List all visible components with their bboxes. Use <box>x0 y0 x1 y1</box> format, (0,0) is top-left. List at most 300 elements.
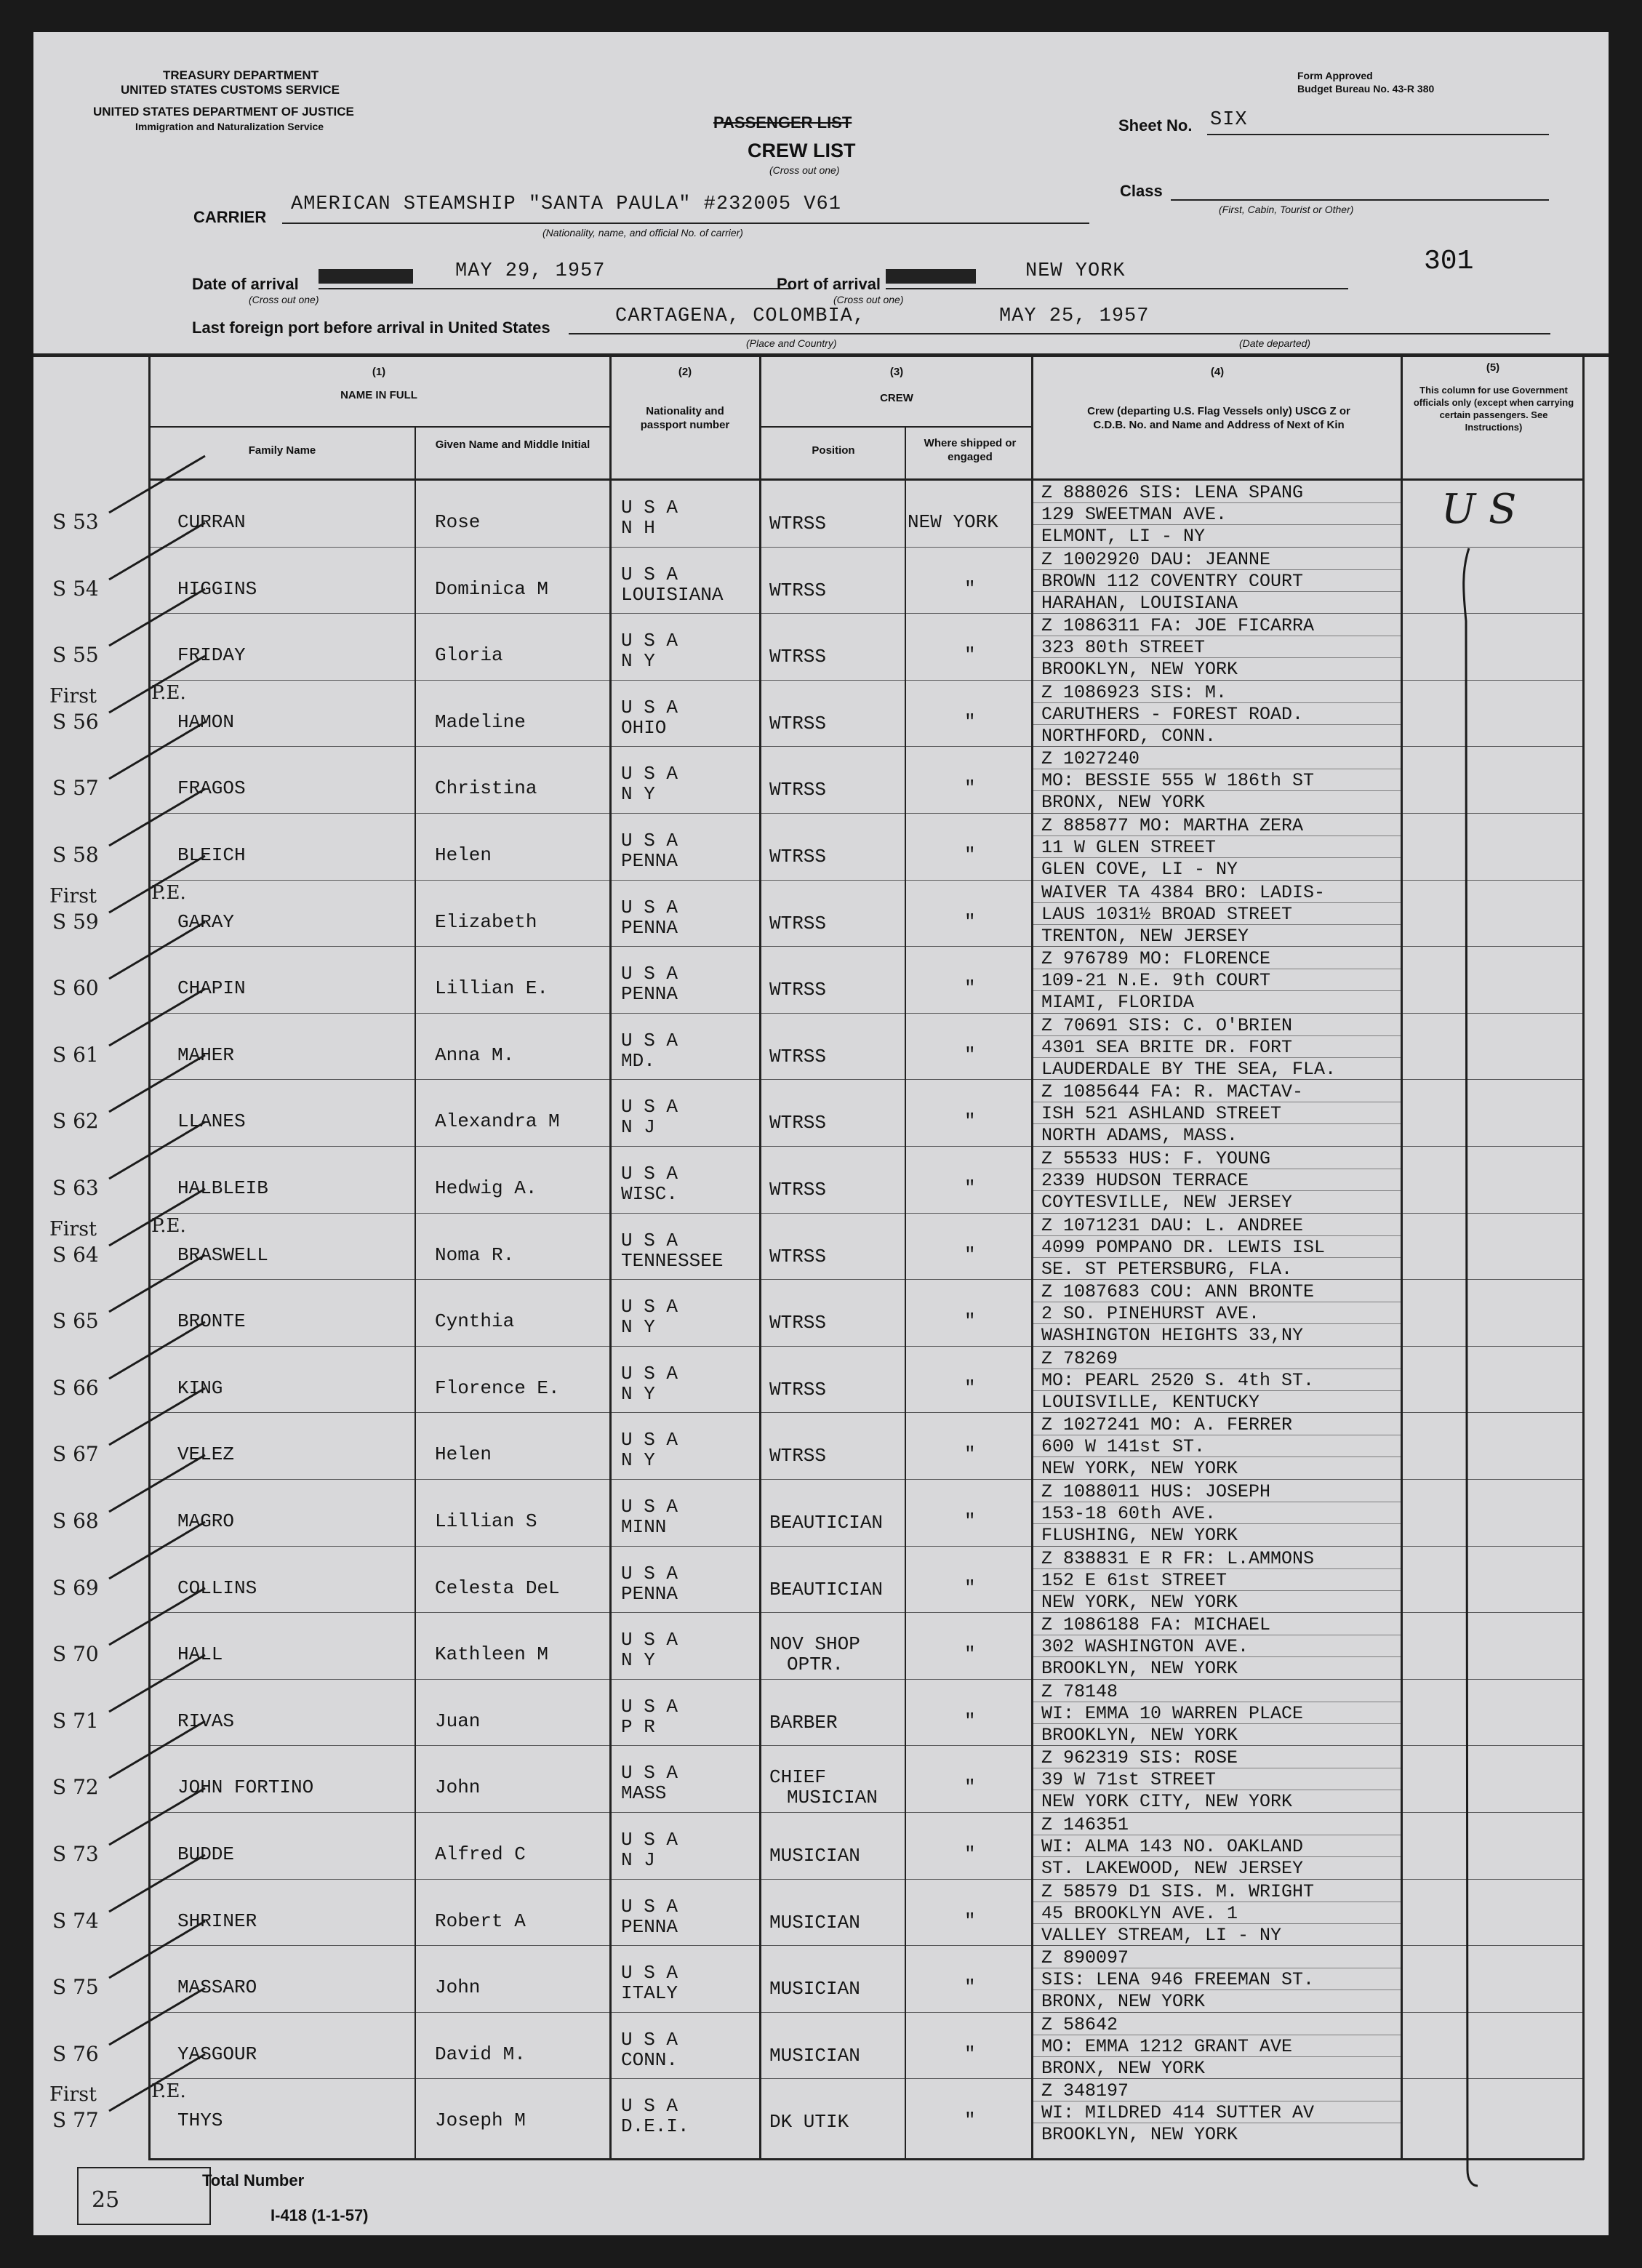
position: BEAUTICIAN <box>769 1578 884 1600</box>
tick-mark <box>103 1851 212 1916</box>
position: MUSICIAN <box>769 2044 860 2067</box>
passport-state: TENNESSEE <box>621 1249 724 1272</box>
agency-justice: UNITED STATES DEPARTMENT OF JUSTICE <box>93 105 354 119</box>
nationality: U S A <box>621 696 678 718</box>
kin-line: GLEN COVE, LI - NY <box>1041 859 1238 880</box>
title-crew-list: CREW LIST <box>748 140 856 161</box>
last-port-date: MAY 25, 1957 <box>999 305 1150 327</box>
row-number: S 65 <box>52 1309 99 1334</box>
nationality: U S A <box>621 1895 678 1918</box>
row-number: S 67 <box>52 1442 99 1467</box>
kin-line: Z 1085644 FA: R. MACTAV- <box>1041 1081 1304 1103</box>
family-name: BRASWELL <box>177 1243 268 1266</box>
family-name: CURRAN <box>177 511 246 533</box>
position: BARBER <box>769 1711 838 1734</box>
row-number: S 60 <box>52 976 99 1001</box>
passport-state: N Y <box>621 1449 655 1472</box>
title-note: (Cross out one) <box>769 164 840 176</box>
kin-line: Z 1002920 DAU: JEANNE <box>1041 548 1271 570</box>
passport-state: N Y <box>621 1649 655 1672</box>
nationality: U S A <box>621 1496 678 1518</box>
nationality: U S A <box>621 1296 678 1318</box>
family-name: FRAGOS <box>177 777 246 800</box>
family-name: BLEICH <box>177 844 246 866</box>
family-name: FRIDAY <box>177 644 246 667</box>
given-name: John <box>435 1976 481 1999</box>
passport-state: N Y <box>621 1316 655 1339</box>
kin-line: BROOKLYN, NEW YORK <box>1041 659 1238 681</box>
kin-line: 11 W GLEN STREET <box>1041 837 1217 858</box>
position-line2: OPTR. <box>787 1654 844 1676</box>
kin-line: NORTHFORD, CONN. <box>1041 725 1217 747</box>
col5-title: This column for use Government officials only (except when carrying certain passengers. See Instructions) <box>1413 385 1574 433</box>
where-shipped: " <box>964 1910 976 1932</box>
col-given-name: Given Name and Middle Initial <box>435 438 590 451</box>
kin-line: LAUDERDALE BY THE SEA, FLA. <box>1041 1058 1337 1080</box>
given-name: Lillian S <box>435 1510 537 1532</box>
row-number: S 63 <box>52 1176 99 1200</box>
position: WTRSS <box>769 846 827 867</box>
tick-mark <box>103 1118 212 1183</box>
kin-line: 45 BROOKLYN AVE. 1 <box>1041 1902 1238 1924</box>
kin-line: BROOKLYN, NEW YORK <box>1041 2124 1238 2146</box>
position: WTRSS <box>769 646 827 668</box>
kin-line: MO: BESSIE 555 W 186th ST <box>1041 770 1315 792</box>
family-name: MAHER <box>177 1043 235 1066</box>
kin-line: 153-18 60th AVE. <box>1041 1503 1217 1524</box>
kin-line: SE. ST PETERSBURG, FLA. <box>1041 1258 1293 1280</box>
kin-line: Z 976789 MO: FLORENCE <box>1041 948 1271 970</box>
position: WTRSS <box>769 1312 827 1334</box>
row-number: S 66 <box>52 1375 99 1400</box>
where-shipped: " <box>964 1377 976 1399</box>
where-shipped: " <box>964 2043 976 2065</box>
passport-state: MD. <box>621 1049 655 1072</box>
col2-title: Nationality and passport number <box>640 405 730 431</box>
passport-state: D.E.I. <box>621 2115 689 2138</box>
position-line1: CHIEF <box>769 1766 827 1789</box>
col-position: Position <box>812 444 855 457</box>
official-check-line <box>1459 541 1502 2192</box>
nationality: U S A <box>621 896 678 918</box>
tick-mark <box>103 1984 212 2049</box>
passport-state: MINN <box>621 1516 667 1538</box>
position: WTRSS <box>769 579 827 601</box>
passport-state: PENNA <box>621 916 678 939</box>
passport-state: P R <box>621 1715 655 1738</box>
where-shipped: " <box>964 777 976 800</box>
kin-line: Z 146351 <box>1041 1814 1129 1835</box>
kin-line: Z 885877 MO: MARTHA ZERA <box>1041 815 1304 836</box>
kin-line: 129 SWEETMAN AVE. <box>1041 504 1228 525</box>
given-name: Rose <box>435 511 481 533</box>
family-name: SHRINER <box>177 1910 257 1932</box>
agency-ins: Immigration and Naturalization Service <box>135 121 324 132</box>
passport-state: PENNA <box>621 983 678 1006</box>
form-number: I-418 (1-1-57) <box>271 2206 369 2224</box>
nationality: U S A <box>621 963 678 985</box>
pe-mark: P.E. <box>151 1214 186 1237</box>
kin-line: 600 W 141st ST. <box>1041 1436 1206 1458</box>
passport-state: CONN. <box>621 2048 678 2071</box>
where-shipped: " <box>964 1776 976 1799</box>
kin-line: CARUTHERS - FOREST ROAD. <box>1041 703 1304 725</box>
kin-line: Z 1071231 DAU: L. ANDREE <box>1041 1214 1304 1236</box>
col1-num: (1) <box>372 366 386 378</box>
class-label: Class <box>1120 182 1163 200</box>
where-shipped: " <box>964 1843 976 1865</box>
row-number: S 77 <box>52 2108 99 2133</box>
crossed-out-departure-port <box>886 269 976 284</box>
family-name: YASGOUR <box>177 2043 257 2065</box>
family-name: BUDDE <box>177 1843 235 1865</box>
tick-mark <box>103 1584 212 1649</box>
family-name: MAGRO <box>177 1510 235 1532</box>
kin-line: WI: MILDRED 414 SUTTER AV <box>1041 2102 1315 2124</box>
last-port-date-note: (Date departed) <box>1239 337 1311 349</box>
sheet-label: Sheet No. <box>1118 116 1193 135</box>
kin-line: COYTESVILLE, NEW JERSEY <box>1041 1192 1293 1213</box>
passport-state: OHIO <box>621 716 667 739</box>
kin-line: Z 78148 <box>1041 1680 1118 1702</box>
col2-num: (2) <box>678 366 692 378</box>
family-name: HIGGINS <box>177 577 257 600</box>
row-number: S 71 <box>52 1708 99 1733</box>
given-name: Gloria <box>435 644 503 667</box>
kin-line: Z 1027241 MO: A. FERRER <box>1041 1414 1293 1436</box>
where-shipped: " <box>964 2109 976 2132</box>
kin-line: Z 1086923 SIS: M. <box>1041 681 1228 703</box>
row-number: S 59 <box>52 909 99 934</box>
tick-mark <box>103 1917 212 1982</box>
given-name: Alfred C <box>435 1843 526 1865</box>
first-label: First <box>49 884 97 907</box>
kin-line: 152 E 61st STREET <box>1041 1569 1228 1591</box>
govt-mark: U S <box>1441 486 1517 533</box>
kin-line: 4301 SEA BRITE DR. FORT <box>1041 1036 1293 1058</box>
position: WTRSS <box>769 1245 827 1267</box>
row-number: S 76 <box>52 2041 99 2066</box>
where-shipped: " <box>964 1643 976 1666</box>
kin-line: BROOKLYN, NEW YORK <box>1041 1724 1238 1746</box>
tick-mark <box>103 718 212 783</box>
carrier-label: CARRIER <box>193 208 267 226</box>
where-shipped: " <box>964 1443 976 1466</box>
col3-num: (3) <box>889 366 904 378</box>
nationality: U S A <box>621 2095 678 2117</box>
where-shipped: " <box>964 1243 976 1266</box>
where-shipped: " <box>964 1043 976 1066</box>
family-name: KING <box>177 1377 223 1399</box>
where-shipped: " <box>964 977 976 1000</box>
kin-line: WI: ALMA 143 NO. OAKLAND <box>1041 1836 1304 1857</box>
tick-mark <box>103 452 212 517</box>
first-label: First <box>49 2083 97 2107</box>
kin-line: ISH 521 ASHLAND STREET <box>1041 1103 1282 1125</box>
kin-line: MO: PEARL 2520 S. 4th ST. <box>1041 1369 1315 1391</box>
kin-line: MO: EMMA 1212 GRANT AVE <box>1041 2035 1293 2057</box>
given-name: John <box>435 1776 481 1799</box>
given-name: Dominica M <box>435 577 549 600</box>
col-shipped: Where shipped or engaged <box>924 437 1017 463</box>
passport-state: MASS <box>621 1782 667 1805</box>
first-label: First <box>49 1217 97 1241</box>
row-number: S 56 <box>52 709 99 734</box>
passport-state: N J <box>621 1116 655 1139</box>
row-number: S 61 <box>52 1042 99 1067</box>
position: MUSICIAN <box>769 1911 860 1934</box>
position-line1: NOV SHOP <box>769 1633 860 1656</box>
passport-state: WISC. <box>621 1183 678 1205</box>
nationality: U S A <box>621 1695 678 1718</box>
kin-line: LAUS 1031½ BROAD STREET <box>1041 903 1293 925</box>
kin-line: 302 WASHINGTON AVE. <box>1041 1636 1249 1658</box>
kin-line: Z 1086311 FA: JOE FICARRA <box>1041 615 1315 637</box>
family-name: GARAY <box>177 910 235 933</box>
where-shipped: " <box>964 1310 976 1333</box>
kin-line: HARAHAN, LOUISIANA <box>1041 592 1238 614</box>
kin-line: Z 1087683 COU: ANN BRONTE <box>1041 1281 1315 1303</box>
family-name: LLANES <box>177 1110 246 1133</box>
kin-line: BROWN 112 COVENTRY COURT <box>1041 570 1304 592</box>
where-shipped: " <box>964 844 976 866</box>
last-port-place: CARTAGENA, COLOMBIA, <box>615 305 866 327</box>
position: WTRSS <box>769 1445 827 1467</box>
kin-line: 2 SO. PINEHURST AVE. <box>1041 1303 1260 1325</box>
kin-line: SIS: LENA 946 FREEMAN ST. <box>1041 1969 1315 1991</box>
given-name: Christina <box>435 777 537 800</box>
kin-line: TRENTON, NEW JERSEY <box>1041 925 1249 947</box>
total-label: Total Number <box>202 2171 305 2189</box>
class-note: (First, Cabin, Tourist or Other) <box>1219 204 1354 215</box>
where-shipped: " <box>964 1110 976 1133</box>
col3-title: CREW <box>880 392 913 404</box>
given-name: Elizabeth <box>435 910 537 933</box>
kin-line: Z 58642 <box>1041 2013 1118 2035</box>
row-number: S 64 <box>52 1242 99 1267</box>
position: WTRSS <box>769 1378 827 1401</box>
date-arrival-value: MAY 29, 1957 <box>455 260 606 282</box>
passport-state: PENNA <box>621 1915 678 1938</box>
kin-line: FLUSHING, NEW YORK <box>1041 1525 1238 1546</box>
tick-mark <box>103 585 212 650</box>
passport-state: ITALY <box>621 1982 678 2005</box>
nationality: U S A <box>621 1029 678 1051</box>
row-number: S 53 <box>52 510 99 534</box>
kin-line: Z 70691 SIS: C. O'BRIEN <box>1041 1014 1293 1036</box>
tick-mark <box>103 1651 212 1716</box>
nationality: U S A <box>621 1962 678 1984</box>
nationality: U S A <box>621 1429 678 1451</box>
tick-mark <box>103 851 212 917</box>
where-shipped: " <box>964 1177 976 1199</box>
kin-line: NEW YORK CITY, NEW YORK <box>1041 1791 1293 1813</box>
col-family-name: Family Name <box>248 444 316 457</box>
agency-treasury: TREASURY DEPARTMENT <box>163 68 319 82</box>
tick-mark <box>103 918 212 983</box>
last-port-label: Last foreign port before arrival in United States <box>192 318 550 337</box>
position: WTRSS <box>769 513 827 534</box>
passport-state: PENNA <box>621 850 678 872</box>
kin-line: 4099 POMPANO DR. LEWIS ISL <box>1041 1236 1326 1258</box>
position: MUSICIAN <box>769 1978 860 2000</box>
tick-mark <box>103 985 212 1050</box>
passport-state: N Y <box>621 1382 655 1405</box>
page-number: 301 <box>1424 246 1474 277</box>
kin-line: BROOKLYN, NEW YORK <box>1041 1658 1238 1680</box>
nationality: U S A <box>621 563 678 585</box>
passport-state: N Y <box>621 783 655 806</box>
budget-bureau: Budget Bureau No. 43-R 380 <box>1297 83 1435 95</box>
kin-line: BRONX, NEW YORK <box>1041 1991 1206 2013</box>
kin-line: NEW YORK, NEW YORK <box>1041 1591 1238 1613</box>
tick-mark <box>103 785 212 850</box>
passport-state: N H <box>621 517 655 539</box>
tick-mark <box>103 1318 212 1383</box>
nationality: U S A <box>621 497 678 518</box>
kin-line: Z 962319 SIS: ROSE <box>1041 1747 1238 1769</box>
port-arrival-label: Port of arrival <box>777 275 881 293</box>
passport-state: PENNA <box>621 1582 678 1605</box>
position: WTRSS <box>769 712 827 734</box>
where-shipped: " <box>964 710 976 733</box>
kin-line: VALLEY STREAM, LI - NY <box>1041 1924 1282 1946</box>
kin-line: Z 1088011 HUS: JOSEPH <box>1041 1481 1271 1502</box>
nationality: U S A <box>621 1362 678 1385</box>
kin-line: BRONX, NEW YORK <box>1041 2057 1206 2079</box>
nationality: U S A <box>621 1096 678 1118</box>
row-number: S 62 <box>52 1109 99 1134</box>
passport-state: N J <box>621 1849 655 1871</box>
kin-line: WAIVER TA 4384 BRO: LADIS- <box>1041 881 1326 903</box>
kin-line: Z 78269 <box>1041 1347 1118 1369</box>
family-name: BRONTE <box>177 1310 246 1333</box>
kin-line: Z 58579 D1 SIS. M. WRIGHT <box>1041 1880 1315 1902</box>
where-shipped: " <box>964 1576 976 1599</box>
col4-num: (4) <box>1210 366 1225 378</box>
kin-line: ST. LAKEWOOD, NEW JERSEY <box>1041 1858 1304 1879</box>
given-name: Lillian E. <box>435 977 549 1000</box>
given-name: Florence E. <box>435 1377 560 1399</box>
pe-mark: P.E. <box>151 881 186 904</box>
kin-line: Z 838831 E R FR: L.AMMONS <box>1041 1547 1315 1569</box>
row-number: S 74 <box>52 1908 99 1933</box>
nationality: U S A <box>621 2028 678 2051</box>
given-name: Madeline <box>435 710 526 733</box>
given-name: Robert A <box>435 1910 526 1932</box>
agency-customs: UNITED STATES CUSTOMS SERVICE <box>121 83 340 97</box>
tick-mark <box>103 1784 212 1849</box>
given-name: Helen <box>435 1443 492 1466</box>
tick-mark <box>103 1384 212 1449</box>
position: WTRSS <box>769 1045 827 1067</box>
position: WTRSS <box>769 912 827 934</box>
row-number: S 75 <box>52 1975 99 2000</box>
given-name: Alexandra M <box>435 1110 560 1133</box>
row-number: S 73 <box>52 1842 99 1866</box>
port-arrival-note: (Cross out one) <box>833 294 904 305</box>
tick-mark <box>103 1185 212 1250</box>
row-number: S 57 <box>52 776 99 801</box>
where-shipped: " <box>964 644 976 667</box>
position: WTRSS <box>769 1112 827 1134</box>
where-shipped: NEW YORK <box>908 511 998 533</box>
family-name: THYS <box>177 2109 223 2132</box>
kin-line: Z 890097 <box>1041 1947 1129 1969</box>
nationality: U S A <box>621 1762 678 1784</box>
where-shipped: " <box>964 1510 976 1532</box>
crew-list-document <box>33 32 1609 2235</box>
nationality: U S A <box>621 630 678 652</box>
crossed-out-departure <box>319 269 413 284</box>
sheet-value: SIX <box>1210 109 1248 131</box>
given-name: Noma R. <box>435 1243 515 1266</box>
first-label: First <box>49 684 97 708</box>
nationality: U S A <box>621 763 678 785</box>
pe-mark: P.E. <box>151 2080 186 2103</box>
carrier-value: AMERICAN STEAMSHIP "SANTA PAULA" #232005 V61 <box>291 193 841 215</box>
kin-line: ELMONT, LI - NY <box>1041 526 1206 547</box>
kin-line: Z 1086188 FA: MICHAEL <box>1041 1614 1271 1636</box>
port-arrival-value: NEW YORK <box>1025 260 1126 282</box>
kin-line: NORTH ADAMS, MASS. <box>1041 1125 1238 1147</box>
kin-line: 2339 HUDSON TERRACE <box>1041 1170 1249 1191</box>
where-shipped: " <box>964 577 976 600</box>
family-name: RIVAS <box>177 1710 235 1732</box>
last-port-place-note: (Place and Country) <box>746 337 837 349</box>
kin-line: MIAMI, FLORIDA <box>1041 992 1195 1014</box>
kin-line: 109-21 N.E. 9th COURT <box>1041 970 1271 992</box>
kin-line: NEW YORK, NEW YORK <box>1041 1458 1238 1480</box>
tick-mark <box>103 652 212 717</box>
where-shipped: " <box>964 1710 976 1732</box>
kin-line: 323 80th STREET <box>1041 637 1206 659</box>
kin-line: 39 W 71st STREET <box>1041 1769 1217 1791</box>
family-name: HALL <box>177 1643 223 1666</box>
nationality: U S A <box>621 830 678 851</box>
position-line2: MUSICIAN <box>787 1787 878 1809</box>
tick-mark <box>103 1451 212 1516</box>
nationality: U S A <box>621 1163 678 1185</box>
position: DK UTIK <box>769 2111 849 2133</box>
row-number: S 69 <box>52 1575 99 1600</box>
col4-title: Crew (departing U.S. Flag Vessels only) USCG Z or C.D.B. No. and Name and Address of Next of Kin <box>1087 405 1350 431</box>
given-name: David M. <box>435 2043 526 2065</box>
family-name: HAMON <box>177 710 235 733</box>
carrier-note: (Nationality, name, and official No. of carrier) <box>542 227 743 239</box>
nationality: U S A <box>621 1562 678 1584</box>
kin-line: Z 1027240 <box>1041 748 1140 770</box>
col1-title: NAME IN FULL <box>340 389 417 401</box>
tick-mark <box>103 1051 212 1116</box>
given-name: Joseph M <box>435 2109 526 2132</box>
row-number: S 55 <box>52 643 99 668</box>
where-shipped: " <box>964 1976 976 1999</box>
tick-mark <box>103 518 212 584</box>
date-arrival-note: (Cross out one) <box>249 294 319 305</box>
col5-num: (5) <box>1486 361 1500 374</box>
kin-line: Z 888026 SIS: LENA SPANG <box>1041 482 1304 503</box>
kin-line: LOUISVILLE, KENTUCKY <box>1041 1391 1260 1413</box>
tick-mark <box>103 1518 212 1583</box>
kin-line: BRONX, NEW YORK <box>1041 792 1206 814</box>
given-name: Helen <box>435 844 492 866</box>
passport-state: LOUISIANA <box>621 583 724 606</box>
given-name: Juan <box>435 1710 481 1732</box>
row-number: S 58 <box>52 843 99 867</box>
total-value: 25 <box>92 2187 120 2213</box>
row-number: S 54 <box>52 576 99 601</box>
